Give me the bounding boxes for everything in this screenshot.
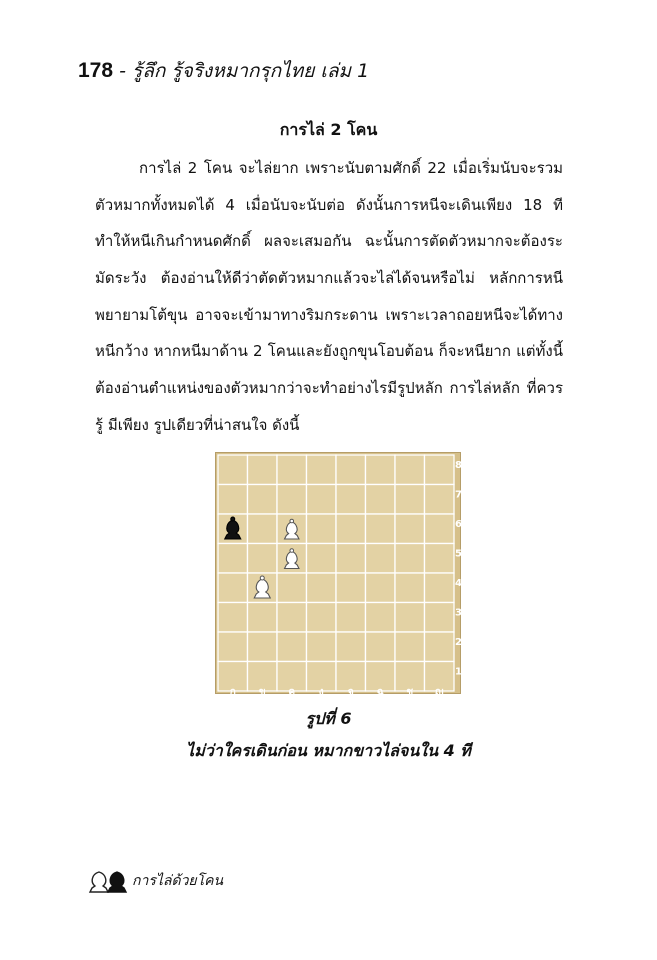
board-square bbox=[395, 632, 425, 662]
paragraph-line: ต้องอ่านตำแหน่งของตัวหมากว่าจะทำอย่างไรมีรูปหลัก การไล่หลัก ที่ควร bbox=[95, 379, 563, 398]
chess-board-diagram bbox=[215, 452, 462, 698]
board-square bbox=[366, 544, 396, 574]
board-square bbox=[336, 632, 366, 662]
figure-caption: รูปที่ 6 bbox=[305, 709, 352, 728]
board-square bbox=[425, 544, 455, 574]
board-square bbox=[425, 603, 455, 633]
board-square bbox=[336, 455, 366, 485]
board-square bbox=[277, 573, 307, 603]
board-square bbox=[307, 573, 337, 603]
board-square bbox=[218, 455, 248, 485]
footer-pieces-icon bbox=[86, 864, 132, 894]
board-square bbox=[336, 514, 366, 544]
file-label: ก bbox=[229, 687, 236, 698]
board-square bbox=[218, 603, 248, 633]
board-square bbox=[218, 632, 248, 662]
book-title: รู้ลึก รู้จริงหมากรุกไทย เล่ม 1 bbox=[131, 60, 370, 82]
paragraph-line: การไล่ 2 โคน จะไล่ยาก เพราะนับตามศักดิ์ 22 เมื่อเริ่มนับจะรวม bbox=[139, 159, 563, 177]
board-square bbox=[395, 485, 425, 515]
page-number: 178 bbox=[78, 59, 114, 82]
board-square bbox=[307, 632, 337, 662]
board-square bbox=[425, 632, 455, 662]
board-square bbox=[425, 455, 455, 485]
paragraph-line: หนีกว้าง หากหนีมาด้าน 2 โคนและยังถูกขุนโอบต้อน ก็จะหนียาก แต่ทั้งนี้ bbox=[95, 342, 563, 361]
board-square bbox=[218, 544, 248, 574]
paragraph-line: มัดระวัง ต้องอ่านให้ดีว่าตัดตัวหมากแล้วจะไล่ได้จนหรือไม่ หลักการหนี bbox=[95, 269, 563, 288]
paragraph-line: พยายามโต้ขุน อาจจะเข้ามาทางริมกระดาน เพราะเวลาถอยหนีจะได้ทาง bbox=[95, 305, 563, 324]
board-square bbox=[248, 485, 278, 515]
board-square bbox=[395, 455, 425, 485]
board-square bbox=[336, 544, 366, 574]
board-square bbox=[248, 544, 278, 574]
rank-label: 6 bbox=[455, 519, 462, 530]
board-square bbox=[395, 544, 425, 574]
board-square bbox=[336, 485, 366, 515]
paragraph-line: ตัวหมากทั้งหมดได้ 4 เมื่อนับจะนับต่อ ดังนั้นการหนีจะเดินเพียง 18 ที bbox=[95, 195, 563, 214]
header-separator: - bbox=[113, 60, 132, 82]
rank-label: 5 bbox=[455, 548, 462, 560]
board-square bbox=[307, 544, 337, 574]
rank-label: 3 bbox=[455, 607, 462, 619]
board-square bbox=[366, 485, 396, 515]
board-square bbox=[425, 573, 455, 603]
black-piece-icon bbox=[108, 872, 126, 892]
file-label: ฉ bbox=[376, 687, 384, 698]
board-square bbox=[366, 514, 396, 544]
page-header bbox=[78, 56, 369, 86]
board-square bbox=[336, 573, 366, 603]
board-square bbox=[366, 455, 396, 485]
board-square bbox=[248, 514, 278, 544]
board-square bbox=[395, 603, 425, 633]
board-square bbox=[248, 455, 278, 485]
board-square bbox=[307, 603, 337, 633]
file-label: ค bbox=[288, 687, 296, 698]
board-square bbox=[425, 485, 455, 515]
rank-label: 1 bbox=[455, 666, 462, 678]
rank-label: 8 bbox=[455, 460, 462, 471]
board-square bbox=[307, 455, 337, 485]
rank-label: 7 bbox=[455, 489, 462, 501]
board-square bbox=[366, 573, 396, 603]
board-square bbox=[395, 573, 425, 603]
board-square bbox=[425, 514, 455, 544]
board-square bbox=[277, 455, 307, 485]
white-piece-icon bbox=[90, 872, 108, 892]
board-square bbox=[336, 603, 366, 633]
board-grid bbox=[216, 453, 462, 698]
file-label: ช bbox=[406, 687, 414, 698]
rank-label: 4 bbox=[455, 578, 462, 589]
rank-label: 2 bbox=[455, 637, 462, 648]
board-square bbox=[277, 632, 307, 662]
board-square bbox=[248, 632, 278, 662]
figure-description: ไม่ว่าใครเดินก่อน หมากขาวไล่จนใน 4 ที bbox=[186, 741, 471, 760]
board-square bbox=[248, 603, 278, 633]
body-paragraph bbox=[95, 150, 563, 444]
file-label: ข bbox=[258, 687, 266, 698]
board-square bbox=[395, 514, 425, 544]
footer-label: การไล่ด้วยโคน bbox=[132, 873, 224, 889]
board-square bbox=[218, 573, 248, 603]
file-label: ง bbox=[318, 687, 324, 698]
board-square bbox=[366, 632, 396, 662]
board-square bbox=[218, 485, 248, 515]
board-square bbox=[277, 485, 307, 515]
file-label: จ bbox=[347, 687, 354, 698]
paragraph-line: รู้ มีเพียง รูปเดียวที่น่าสนใจ ดังนี้ bbox=[95, 415, 300, 434]
board-square bbox=[307, 485, 337, 515]
board-square bbox=[366, 603, 396, 633]
paragraph-line: ทำให้หนีเกินกำหนดศักดิ์ ผลจะเสมอกัน ฉะนั้นการตัดตัวหมากจะต้องระ bbox=[95, 232, 563, 251]
board-square bbox=[277, 603, 307, 633]
board-square bbox=[307, 514, 337, 544]
section-title: การไล่ 2 โคน bbox=[279, 120, 378, 139]
file-label: ญ bbox=[434, 687, 444, 698]
